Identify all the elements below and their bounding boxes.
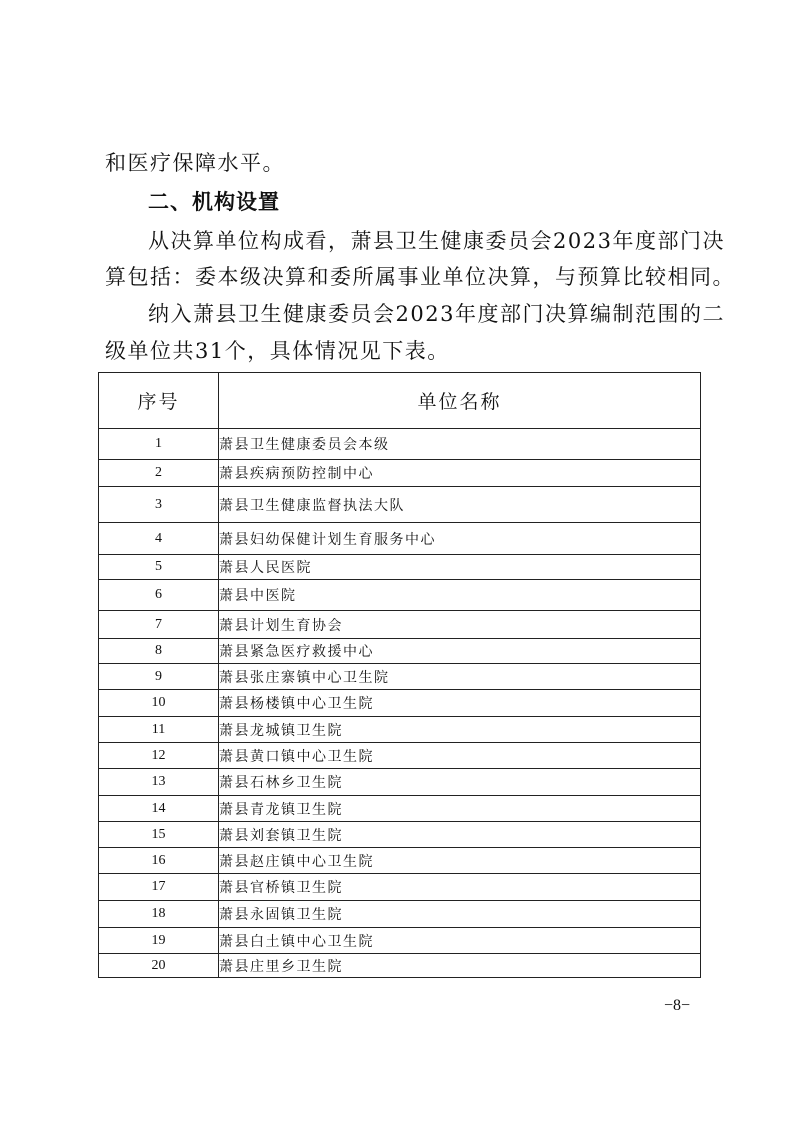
row-unit-name: 萧县卫生健康监督执法大队 [219, 487, 701, 523]
row-unit-name: 萧县黄口镇中心卫生院 [219, 743, 701, 769]
row-unit-name: 萧县永固镇卫生院 [219, 901, 701, 928]
table-row [99, 611, 701, 639]
row-serial: 9 [99, 664, 219, 690]
row-unit-name: 萧县张庄寨镇中心卫生院 [219, 664, 701, 690]
row-unit-name: 萧县龙城镇卫生院 [219, 717, 701, 743]
table-row [99, 848, 701, 874]
row-serial: 14 [99, 796, 219, 822]
row-serial: 12 [99, 743, 219, 769]
row-unit-name: 萧县疾病预防控制中心 [219, 460, 701, 487]
row-unit-name: 萧县人民医院 [219, 555, 701, 580]
row-serial: 19 [99, 928, 219, 954]
row-unit-name: 萧县卫生健康委员会本级 [219, 429, 701, 460]
table-row [99, 796, 701, 822]
row-serial: 3 [99, 487, 219, 523]
row-unit-name: 萧县庄里乡卫生院 [219, 954, 701, 978]
paragraph-units-line-1: 纳入萧县卫生健康委员会2023年度部门决算编制范围的二 [148, 302, 725, 326]
table-row [99, 901, 701, 928]
table-row [99, 717, 701, 743]
row-serial: 10 [99, 690, 219, 717]
paragraph-units-line-2: 级单位共31个，具体情况见下表。 [105, 339, 450, 363]
row-unit-name: 萧县中医院 [219, 580, 701, 611]
row-serial: 18 [99, 901, 219, 928]
table-row [99, 664, 701, 690]
row-serial: 8 [99, 639, 219, 664]
table-row [99, 460, 701, 487]
row-serial: 17 [99, 874, 219, 901]
table-header-row [99, 373, 701, 429]
table-row [99, 822, 701, 848]
row-serial: 1 [99, 429, 219, 460]
table-row [99, 429, 701, 460]
row-serial: 13 [99, 769, 219, 796]
row-unit-name: 萧县紧急医疗救援中心 [219, 639, 701, 664]
units-table [98, 372, 701, 978]
table-row [99, 523, 701, 555]
row-serial: 16 [99, 848, 219, 874]
table-row [99, 555, 701, 580]
row-serial: 5 [99, 555, 219, 580]
table-row [99, 954, 701, 978]
section-heading: 二、机构设置 [148, 190, 280, 214]
row-serial: 4 [99, 523, 219, 555]
table-row [99, 580, 701, 611]
row-serial: 6 [99, 580, 219, 611]
row-unit-name: 萧县杨楼镇中心卫生院 [219, 690, 701, 717]
row-unit-name: 萧县赵庄镇中心卫生院 [219, 848, 701, 874]
table-body [99, 429, 701, 978]
row-serial: 2 [99, 460, 219, 487]
row-unit-name: 萧县计划生育协会 [219, 611, 701, 639]
row-unit-name: 萧县官桥镇卫生院 [219, 874, 701, 901]
row-serial: 11 [99, 717, 219, 743]
table-row [99, 769, 701, 796]
row-serial: 15 [99, 822, 219, 848]
paragraph-continuation: 和医疗保障水平。 [105, 151, 285, 175]
paragraph-scope-line-2: 算包括：委本级决算和委所属事业单位决算，与预算比较相同。 [105, 265, 735, 289]
paragraph-scope-line-1: 从决算单位构成看，萧县卫生健康委员会2023年度部门决 [148, 229, 725, 253]
row-unit-name: 萧县白土镇中心卫生院 [219, 928, 701, 954]
row-unit-name: 萧县石林乡卫生院 [219, 769, 701, 796]
header-unit-name: 单位名称 [219, 373, 701, 429]
table-row [99, 743, 701, 769]
row-serial: 20 [99, 954, 219, 978]
table-row [99, 874, 701, 901]
row-unit-name: 萧县刘套镇卫生院 [219, 822, 701, 848]
header-serial: 序号 [99, 373, 219, 429]
table-row [99, 690, 701, 717]
page-number: −8− [664, 997, 691, 1014]
row-serial: 7 [99, 611, 219, 639]
table-row [99, 487, 701, 523]
table-row [99, 639, 701, 664]
row-unit-name: 萧县青龙镇卫生院 [219, 796, 701, 822]
table-row [99, 928, 701, 954]
row-unit-name: 萧县妇幼保健计划生育服务中心 [219, 523, 701, 555]
